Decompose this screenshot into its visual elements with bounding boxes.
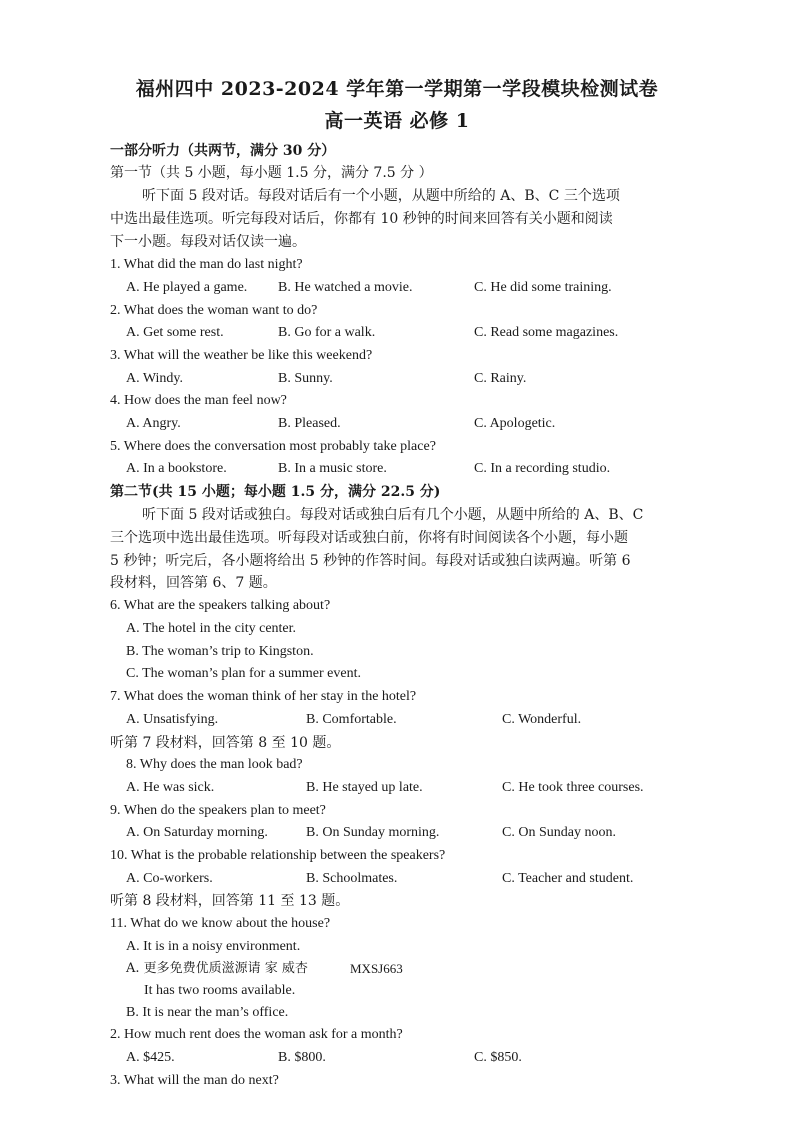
watermark-code: MXSJ663 (350, 961, 403, 976)
option-b: B. $800. (278, 1050, 326, 1065)
question-stem: 4. How does the man feel now? (110, 393, 287, 408)
option-b: B. Sunny. (278, 371, 333, 386)
option-a: A. Get some rest. (126, 325, 224, 340)
option-c: C. Read some magazines. (474, 325, 619, 340)
question-stem: 5. Where does the conversation most probably take place? (110, 439, 436, 454)
option-c: C. He did some training. (474, 280, 612, 295)
section2-instruction-line: 三个选项中选出最佳选项。听每段对话或独白前，你将有时间阅读各个小题，每小题 (110, 530, 628, 546)
question-stem: 7. What does the woman think of her stay in the hotel? (110, 689, 417, 704)
section2-instruction-line: 5 秒钟；听完后，各小题将给出 5 秒钟的作答时间。每段对话或独白读两遍。听第 6 (110, 553, 631, 569)
option-a: A. He was sick. (126, 780, 215, 795)
option-c: C. Teacher and student. (502, 871, 634, 886)
exam-title: 福州四中 2023-2024 学年第一学期第一学段模块检测试卷 (135, 78, 659, 100)
option-c: C. The woman’s plan for a summer event. (126, 666, 361, 681)
option-a: A. $425. (126, 1050, 175, 1065)
option-c: C. Rainy. (474, 371, 527, 386)
question-stem: 1. What did the man do last night? (110, 257, 303, 272)
option-b: B. Schoolmates. (306, 871, 398, 886)
option-a: A. In a bookstore. (126, 461, 227, 476)
question-stem: 2. How much rent does the woman ask for a month? (110, 1027, 403, 1042)
exam-subtitle: 高一英语 必修 1 (324, 110, 470, 132)
option-c: C. He took three courses. (502, 780, 644, 795)
option-a: A. The hotel in the city center. (126, 621, 297, 636)
option-c: C. On Sunday noon. (502, 825, 616, 840)
option-a: A. On Saturday morning. (126, 825, 268, 840)
section1-instruction-line: 中选出最佳选项。听完每段对话后，你都有 10 秒钟的时间来回答有关小题和阅读 (110, 211, 613, 227)
question-stem: 3. What will the man do next? (110, 1073, 279, 1088)
option-b: B. Go for a walk. (278, 325, 376, 340)
question-stem: 9. When do the speakers plan to meet? (110, 803, 326, 818)
option-a: A. It is in a noisy environment. (126, 939, 301, 954)
option-a-continued: It has two rooms available. (144, 983, 296, 998)
option-c: C. Wonderful. (502, 712, 582, 727)
section2-heading: 第二节(共 15 小题；每小题 1.5 分，满分 22.5 分) (110, 484, 441, 500)
section1-instruction-line: 听下面 5 段对话。每段对话后有一个小题，从题中所给的 A、B、C 三个选项 (142, 188, 620, 204)
option-b: B. He stayed up late. (306, 780, 423, 795)
section1-instruction-line: 下一小题。每段对话仅读一遍。 (110, 234, 306, 250)
option-b: B. Pleased. (278, 416, 341, 431)
material-note: 听第 7 段材料，回答第 8 至 10 题。 (110, 735, 341, 751)
question-stem: 8. Why does the man look bad? (126, 757, 303, 772)
question-stem: 11. What do we know about the house? (110, 916, 331, 931)
option-b: B. The woman’s trip to Kingston. (126, 644, 314, 659)
option-b: B. He watched a movie. (278, 280, 413, 295)
section2-instruction-line: 听下面 5 段对话或独白。每段对话或独白后有几个小题，从题中所给的 A、B、C (142, 507, 644, 523)
material-note: 听第 8 段材料，回答第 11 至 13 题。 (110, 893, 350, 909)
option-b: B. Comfortable. (306, 712, 397, 727)
question-stem: 2. What does the woman want to do? (110, 303, 318, 318)
part1-heading: 一部分听力（共两节，满分 30 分） (110, 143, 336, 159)
option-c: C. Apologetic. (474, 416, 556, 431)
question-stem: 6. What are the speakers talking about? (110, 598, 331, 613)
option-c: C. In a recording studio. (474, 461, 611, 476)
option-a: A. Co-workers. (126, 871, 213, 886)
question-stem: 10. What is the probable relationship between the speakers? (110, 848, 446, 863)
option-c: C. $850. (474, 1050, 522, 1065)
option-a: A. Angry. (126, 416, 181, 431)
option-a: A. Unsatisfying. (126, 712, 219, 727)
option-b: B. It is near the man’s office. (126, 1005, 289, 1020)
option-b: B. In a music store. (278, 461, 387, 476)
question-stem: 3. What will the weather be like this weekend? (110, 348, 373, 363)
section2-instruction-line: 段材料，回答第 6、7 题。 (110, 575, 277, 591)
option-a-watermark-text: A. 更多免费优质滋源请 家 威杏 (126, 961, 308, 976)
section1-heading: 第一节（共 5 小题，每小题 1.5 分，满分 7.5 分 ） (110, 165, 433, 181)
option-a: A. He played a game. (126, 280, 248, 295)
option-a: A. Windy. (126, 371, 183, 386)
option-b: B. On Sunday morning. (306, 825, 440, 840)
